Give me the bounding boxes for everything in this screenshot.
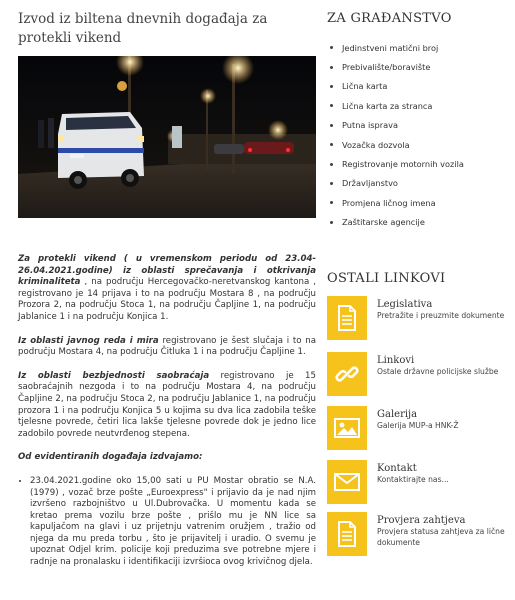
card-description: Galerija MUP-a HNK-Ž — [377, 421, 459, 430]
bullet-icon — [330, 104, 333, 107]
article-paragraph — [18, 371, 316, 441]
paragraph-lead: Iz oblasti bezbjednosti saobraćaja — [18, 370, 210, 381]
sidebar-link[interactable] — [327, 154, 515, 173]
sidebar-link-label: Zaštitarske agencije — [342, 217, 425, 228]
sidebar-link-label: Putna isprava — [342, 120, 398, 131]
article-photo — [18, 56, 316, 218]
sidebar-link[interactable] — [327, 116, 515, 135]
card-provjera-zahtjeva[interactable] — [327, 512, 515, 556]
article-paragraph — [18, 336, 316, 359]
sidebar-link[interactable] — [327, 77, 515, 96]
list-item: • 23.04.2021.godine oko 15,00 sati u PU Mostar obratio se N.A. (1979) , vozač brze pošte „Euroexpress" i prijavio da je nad njim izvršeno razbojništvo u Ul.Dubrovačka. U momentu kada se kretao prema vozilu brze pošte , prišlo mu je NN lice sa kapuljačom na glavi i uz prijetnju vatrenim oružjem , tražio od njega da mu preda torbu , što je prijavitelj i uradio. O svemu je upoznat Odjel krim. policije koji preduzima sve potrebne mjere i radnje na pronalasku i identifikaciji izvršioca ovog krivičnog djela. — [30, 476, 316, 569]
paragraph-text: , na području Hercegovačko-neretvanskog kantona , registrovano je 14 prijava i to na području Mostara 8 , na području Prozora 2, na području Stoca 1, na području Čapljine 1, na području Jablanice 1 i na području Konjica 1. — [18, 277, 316, 322]
card-title: Legislativa — [377, 299, 433, 310]
card-description: Pretražite i preuzmite dokumente — [377, 311, 505, 320]
sidebar-link[interactable] — [327, 135, 515, 154]
sidebar-link[interactable] — [327, 193, 515, 212]
paragraph-text: registrovano je šest slučaja i to na području Mostara 4, na području Čitluka 1 i na području Čapljine 1. — [18, 335, 316, 358]
sidebar-link-label: Jedinstveni matični broj — [342, 42, 439, 53]
bullet-icon — [330, 143, 333, 146]
sidebar-link-label: Registrovanje motornih vozila — [342, 159, 464, 170]
sidebar-link-label: Lična karta — [342, 81, 388, 92]
bullet-icon — [330, 85, 333, 88]
sidebar-link[interactable] — [327, 38, 515, 57]
paragraph-lead: Za protekli vikend ( u vremenskom periodu od 23.04-26.04.2021.godine) iz oblasti sprečavanja i otkrivanja kriminaliteta — [18, 254, 316, 288]
bullet-icon — [330, 66, 333, 69]
sidebar-link-label: Prebivalište/boravište — [342, 62, 431, 73]
card-text — [377, 354, 512, 378]
sidebar-link-label: Vozačka dozvola — [342, 139, 410, 150]
bullet-icon — [330, 46, 333, 49]
card-text — [377, 298, 512, 322]
za-gradjanstvo-heading: ZA GRAĐANSTVO — [327, 11, 452, 26]
bullet-icon — [330, 221, 333, 224]
bullet-icon — [330, 182, 333, 185]
main-content — [18, 0, 318, 568]
card-text — [377, 462, 512, 486]
article-paragraph — [18, 254, 316, 324]
paragraph-text: registrovano je 15 saobraćajnih nezgoda i to na području Mostara 4, na području Čapljine 2, na području Stoca 2, na području Jablanice 1, na području prozora 1 i na području Konjica 5 u kojima su dva lica zadobila teške tjelesne povrede, četiri lica lakše tjelesne povrede dok je jedno lice zadobilo povrede neutvrđenog stepena. — [18, 370, 316, 439]
chain-link-icon — [327, 352, 367, 396]
sidebar-link[interactable] — [327, 57, 515, 76]
night-street-image — [18, 56, 316, 218]
bullet-icon — [330, 163, 333, 166]
article-title: Izvod iz biltena dnevnih događaja za protekli vikend — [18, 11, 268, 46]
document-icon — [327, 296, 367, 340]
sidebar-link[interactable] — [327, 96, 515, 115]
citizen-links-list — [327, 38, 515, 232]
card-linkovi[interactable] — [327, 352, 515, 396]
document-icon — [327, 512, 367, 556]
sidebar-link-label: Državljanstvo — [342, 178, 398, 189]
section-heading: Od evidentiranih događaja izdvajamo: — [18, 452, 203, 463]
card-text — [377, 408, 512, 432]
card-description: Kontaktirajte nas... — [377, 475, 449, 484]
image-icon — [327, 406, 367, 450]
card-title: Galerija — [377, 409, 418, 420]
bullet-icon — [330, 124, 333, 127]
paragraph-lead: Iz oblasti javnog reda i mira — [18, 335, 159, 346]
envelope-icon — [327, 460, 367, 504]
ostali-linkovi-heading: OSTALI LINKOVI — [327, 271, 446, 286]
sidebar-link[interactable] — [327, 213, 515, 232]
card-description: Provjera statusa zahtjeva za lične dokumente — [377, 527, 505, 547]
card-description: Ostale državne policijske službe — [377, 367, 499, 376]
card-text — [377, 514, 512, 548]
card-galerija[interactable] — [327, 406, 515, 450]
card-legislativa[interactable] — [327, 296, 515, 340]
sidebar-link-label: Lična karta za stranca — [342, 100, 433, 111]
card-title: Kontakt — [377, 463, 417, 474]
bullet-icon — [330, 201, 333, 204]
card-kontakt[interactable] — [327, 460, 515, 504]
sidebar-link-label: Promjena ličnog imena — [342, 197, 436, 208]
event-list — [18, 476, 316, 569]
sidebar-link[interactable] — [327, 174, 515, 193]
card-title: Provjera zahtjeva — [377, 515, 466, 526]
card-title: Linkovi — [377, 355, 415, 366]
article-body — [18, 254, 316, 569]
